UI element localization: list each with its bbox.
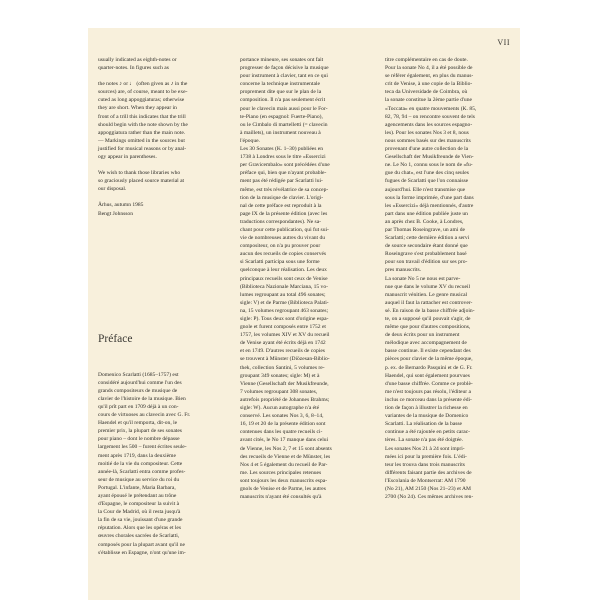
text-line: the notes ♪ or ♩ (often given as ♪ in the — [98, 81, 188, 88]
text-line: part dans une édition publiée juste un — [385, 210, 468, 217]
text-line: 1738 à Londres sous le titre «Essercizi — [240, 154, 326, 161]
text-line: 7 volumes regroupant 308 sonates, — [240, 388, 318, 395]
text-line: sigle: W). Aucun autographe n'a été — [240, 405, 320, 412]
text-line: ogy appear in parentheses. — [98, 154, 157, 161]
text-line: progresser de façon décisive la musique — [240, 65, 329, 72]
text-line: conservé. Les sonates Nos 3, 6, 8–14, — [240, 413, 324, 420]
text-line: Nos 4 et 5 également du recueil de Par- — [240, 461, 328, 468]
text-line: te-Piano (en espagnol: Fuerte-Piano), — [240, 113, 323, 120]
text-line: tion de la musique de clavier. L'origi- — [240, 194, 324, 201]
text-line: Gesellschaft der Musikfreunde de Vien- — [385, 154, 474, 161]
text-line: pour piano – dont le nombre dépasse — [98, 436, 180, 443]
text-line: pièces pour clavier de la même époque, — [385, 356, 473, 363]
text-line: an après chez B. Cooke, à Londres, — [385, 218, 464, 225]
text-line: Pour la sonate No 4, il a été possible de — [385, 65, 473, 72]
text-line: différents faisant partie des archives de — [385, 469, 472, 476]
author-signature: Bengt Johnsson — [98, 210, 133, 217]
text-line: se référer également, en plus du manus- — [385, 73, 474, 80]
text-line: so graciously placed source material at — [98, 178, 185, 185]
text-line: Les 30 Sonates (K. 1–30) publiées en — [240, 146, 324, 153]
text-line: lumes regroupant au total 496 sonates; — [240, 291, 326, 298]
text-line: quelconque à leur réalisation. Les deux — [240, 267, 327, 274]
text-line: usually indicated as eighth-notes or — [98, 57, 177, 63]
text-line: 2700 (No 24). Ces mêmes archives ren- — [385, 494, 474, 501]
text-line: should begin with the note shown by the — [98, 121, 188, 128]
text-line: 82, 78, 94 – on rencontre souvent de tels — [385, 113, 475, 120]
text-line: sé. En raison de la basse chiffrée adjoin- — [385, 307, 475, 314]
text-line: (Biblioteca Nazionale Marciana, 15 vo- — [240, 283, 328, 290]
text-line: des recueils de Vienne et de Münster, les — [240, 453, 331, 460]
text-line: na, 15 volumes regroupant 463 sonates; — [240, 307, 329, 314]
text-line: Scarlatti. La réalisation de la basse — [385, 421, 463, 428]
text-line: d'une basse chiffrée. Comme ce problè- — [385, 380, 473, 387]
text-line: grands compositeurs de musique de — [98, 387, 178, 394]
text-line: d'Espagne, le compositeur la suivit à — [98, 501, 180, 508]
text-line: teca da Universidade de Coimbra, où — [385, 89, 468, 96]
text-line: Haendel, qui sont également pourvues — [385, 372, 470, 379]
text-line: de Vienne, les Nos 2, 7 et 15 sont absents — [240, 445, 332, 452]
text-line: me n'est toujours pas résolu, l'éditeur a — [385, 388, 471, 395]
text-line: sigle: V) et de Parme (Biblioteca Palati- — [240, 299, 329, 306]
text-line: chant pour cette publication, qui fut sui- — [240, 226, 329, 233]
foreword-conclusion-b — [98, 80, 218, 161]
text-line: tion de façon à illustrer la richesse en — [385, 405, 468, 412]
text-line: gnols de Venise et de Parme, les autres — [240, 485, 326, 492]
text-line: aucun des recueils de copies conservés — [240, 251, 327, 258]
text-line: à maillets), un instrument nouveau à — [240, 129, 321, 136]
text-line: «Toccata» en quatre mouvements (K. 85, — [385, 105, 477, 112]
text-line: les «Essercizi» déjà mentionnés, d'autre — [385, 202, 474, 209]
text-line: clavier de l'histoire de la musique. Bien — [98, 395, 186, 402]
text-line: compositeur, on n'a pu prouver pour — [240, 243, 321, 250]
text-line: même que pour d'autres compositions, — [385, 324, 471, 331]
text-line: avant cités, le No 17 manque dans celui — [240, 437, 329, 444]
text-line: premier prix, la plupart de ses sonates — [98, 428, 182, 435]
score-preface-page — [88, 28, 520, 600]
text-line: pour instrument à clavier, tant en ce qui — [240, 73, 328, 80]
text-line: principaux recueils sont ceux de Venise — [240, 275, 328, 282]
text-line: proprement dite que sur le plan de la — [240, 89, 322, 96]
text-line: considéré aujourd'hui comme l'un des — [98, 379, 182, 386]
text-line: sigle: P). Tous deux sont d'origine espa- — [240, 316, 329, 322]
text-line: par Thomas Roseingrave, un ami de — [385, 226, 465, 233]
text-line: they are short. When they appear in — [98, 105, 177, 112]
text-line: et en 1749. D'autres recueils de copies — [240, 348, 325, 355]
text-line: pres manuscrits. — [385, 267, 422, 274]
text-line: ou le Cimbalo di martelletti (= clavecin — [240, 121, 328, 128]
text-line: ayant épousé le prétendant au trône — [98, 493, 177, 499]
text-line: l'époque. — [240, 137, 260, 144]
text-line: justified for musical reasons or by anal- — [98, 145, 187, 152]
text-line: sont toujours les deux manuscrits espa- — [240, 477, 328, 484]
text-line: (No 21), AM 2150 (Nos 21–23) et AM — [385, 485, 471, 492]
text-line: sous la forme imprimée, d'une part dans — [385, 194, 474, 201]
text-line: — Markings omitted in the sources but — [98, 137, 185, 144]
text-line: manuscrit vénitien. Le genre musical — [385, 291, 468, 298]
text-line: concerne la technique instrumentale — [240, 81, 320, 88]
text-line: même, est très révélatrice de sa concep- — [240, 186, 329, 193]
text-line: manuscrits n'ayant été consultés qu'à — [240, 494, 322, 501]
text-line: La sonate No 5 ne nous est parve- — [385, 275, 461, 282]
text-line: année-là, Scarlatti entra comme profes- — [98, 468, 186, 475]
text-line: ment pas été rédigée par Scarlatti lui- — [240, 178, 323, 185]
text-line: front of a trill this indicates that the trill — [98, 113, 186, 120]
text-line: te, on a supposé qu'il pouvait s'agir, de — [385, 316, 471, 322]
preface-column-2 — [240, 56, 363, 501]
page-number: VII — [497, 38, 510, 47]
text-line: 16, 19 et 20 de la présente édition sont — [240, 421, 326, 428]
text-line: sources) are, of course, meant to be exe- — [98, 89, 188, 96]
text-line: cours de virtuoses au clavecin avec G. Fr. — [98, 412, 191, 419]
text-line: Roseingrave s'est probablement basé — [385, 251, 467, 258]
text-line: inclus ce morceau dans la présente édi- — [385, 396, 472, 403]
text-line: qu'il prît part en 1709 déjà à un con- — [98, 403, 179, 410]
text-line: ne. Le No 1, connu sous le nom de «fu- — [385, 162, 473, 169]
text-line: aujourd'hui. Elle n'est transmise que — [385, 186, 466, 193]
text-line: Les sonates Nos 21 à 24 sont impri- — [385, 445, 465, 452]
text-line: seur de musique au service du roi du — [98, 476, 180, 483]
text-line: de Venise ayant été écrits déjà en 1742 — [240, 340, 326, 347]
text-line: our disposal. — [98, 186, 127, 193]
text-line: nal de cette préface est reproduit à la — [240, 202, 322, 209]
text-line: largement les 500 – furent écrites seule- — [98, 444, 187, 451]
text-line: agencements dans les sources espagno- — [385, 121, 473, 128]
text-line: titre complémentaire en cas de doute. — [385, 57, 468, 63]
text-line: variantes de la musique de Domenico — [385, 413, 469, 420]
text-line: appoggiatura rather than the main note. — [98, 129, 186, 136]
text-line: page IX de la présente édition (avec les — [240, 210, 328, 217]
text-line: réputation. Alors que les opéras et les — [98, 525, 182, 532]
text-line: crit de Venise, à une copie de la Biblio- — [385, 81, 473, 88]
text-line: composés pour la plupart avant qu'il ne — [98, 541, 185, 548]
text-line: ment après 1719, dans la deuxième — [98, 452, 176, 459]
text-line: œuvres chorales sacrées de Scarlatti, — [98, 533, 180, 540]
text-line: continue a été rajoutée en petits carac- — [385, 429, 471, 436]
text-line: traductions correspondantes). Ne sa- — [240, 218, 322, 225]
text-line: cuted as long appoggiaturas; otherwise — [98, 97, 185, 104]
text-line: per Gravicembalo» sont précédées d'une — [240, 162, 330, 169]
text-line: gnole et furent composés entre 1752 et — [240, 324, 326, 331]
text-line: autrefois propriété de Johannes Brahms; — [240, 396, 330, 403]
text-line: si Scarlatti participa sous une forme — [240, 259, 320, 266]
text-line: pour le clavecin mais aussi pour le For- — [240, 105, 328, 112]
text-line: p. ex. de Bernardo Pasquini et de G. Fr. — [385, 364, 473, 371]
preface-heading: Préface — [98, 332, 133, 345]
text-line: tères. La sonate n'a pas été doigtée. — [385, 437, 464, 444]
text-line: Portugal. L'infante, Maria Barbara, — [98, 484, 176, 491]
text-line: préface qui, bien que n'ayant probable- — [240, 170, 327, 177]
text-line: contenues dans les quatre recueils ci- — [240, 429, 323, 436]
preface-column-1 — [98, 371, 218, 557]
foreword-conclusion-a — [98, 56, 218, 72]
text-line: Domenico Scarlatti (1685–1757) est — [98, 371, 179, 378]
music-example-space — [98, 72, 218, 80]
text-line: 1757, les volumes XIV et XV du recueil — [240, 332, 330, 339]
text-line: la fin de sa vie, jouissant d'une grande — [98, 517, 183, 524]
text-line: les). Pour les sonates Nos 3 et 8, nous — [385, 129, 469, 136]
text-line: se trouvent à Münster (Diözesan-Biblio- — [240, 356, 330, 363]
text-line: me. Les sources principales retenues — [240, 469, 322, 476]
text-line: groupant 349 sonates; sigle: M) et à — [240, 372, 320, 379]
text-line: la sonate constitue la 2ème partie d'une — [385, 97, 472, 104]
text-line: quarter-notes. In figures such as — [98, 65, 169, 72]
text-line: auquel il faut la rattacher est controver- — [385, 299, 473, 306]
text-line: thek, collection Santini, 5 volumes re- — [240, 364, 325, 371]
preface-column-3 — [385, 56, 509, 501]
text-line: gue du chat», est l'une des cinq seules — [385, 170, 469, 177]
text-line: vie de nombreuses autres du vivant du — [240, 235, 326, 242]
text-line: fugues de Scarlatti que l'on connaisse — [385, 178, 469, 185]
text-line: composition. Il n'a pas seulement écrit — [240, 97, 326, 104]
text-line: s'établisse en Espagne, n'ont qu'une im- — [98, 549, 186, 556]
text-line: la Cour de Madrid, où il resta jusqu'à — [98, 509, 181, 516]
acknowledgement-paragraph — [98, 169, 218, 193]
text-line: Scarlatti; cette dernière édition a servi — [385, 235, 470, 242]
text-line: mélodique avec accompagnement de — [385, 340, 467, 347]
text-line: pour son travail d'édition sur ses pro- — [385, 259, 468, 266]
text-line: de deux écrits pour un instrument — [385, 332, 460, 339]
text-line: portance mineure, ses sonates ont fait — [240, 57, 324, 63]
text-line: We wish to thank those libraries who — [98, 170, 181, 177]
text-line: nue que dans le volume XV du recueil — [385, 283, 471, 290]
text-line: teur les trouva dans trois manuscrits — [385, 461, 465, 468]
text-line: nous sommes basés sur des manuscrits — [385, 137, 471, 144]
text-line: Haendel et qu'il remporta, dit-on, le — [98, 420, 178, 427]
place-date: Århus, autumn 1985 — [98, 202, 144, 209]
text-line: Vienne (Gesellschaft der Musikfreunde, — [240, 380, 329, 387]
text-line: mées ici pour la première fois. L'édi- — [385, 453, 467, 460]
text-line: basse continue. Il existe cependant des — [385, 348, 471, 355]
text-line: l'Escolania de Montserrat: AM 1790 — [385, 477, 466, 484]
text-line: de source secondaire étant donné que — [385, 243, 468, 250]
column-left — [98, 56, 218, 557]
text-line: moitié de la vie du compositeur. Cette — [98, 460, 183, 467]
text-line: provenant d'une autre collection de la — [385, 146, 469, 153]
